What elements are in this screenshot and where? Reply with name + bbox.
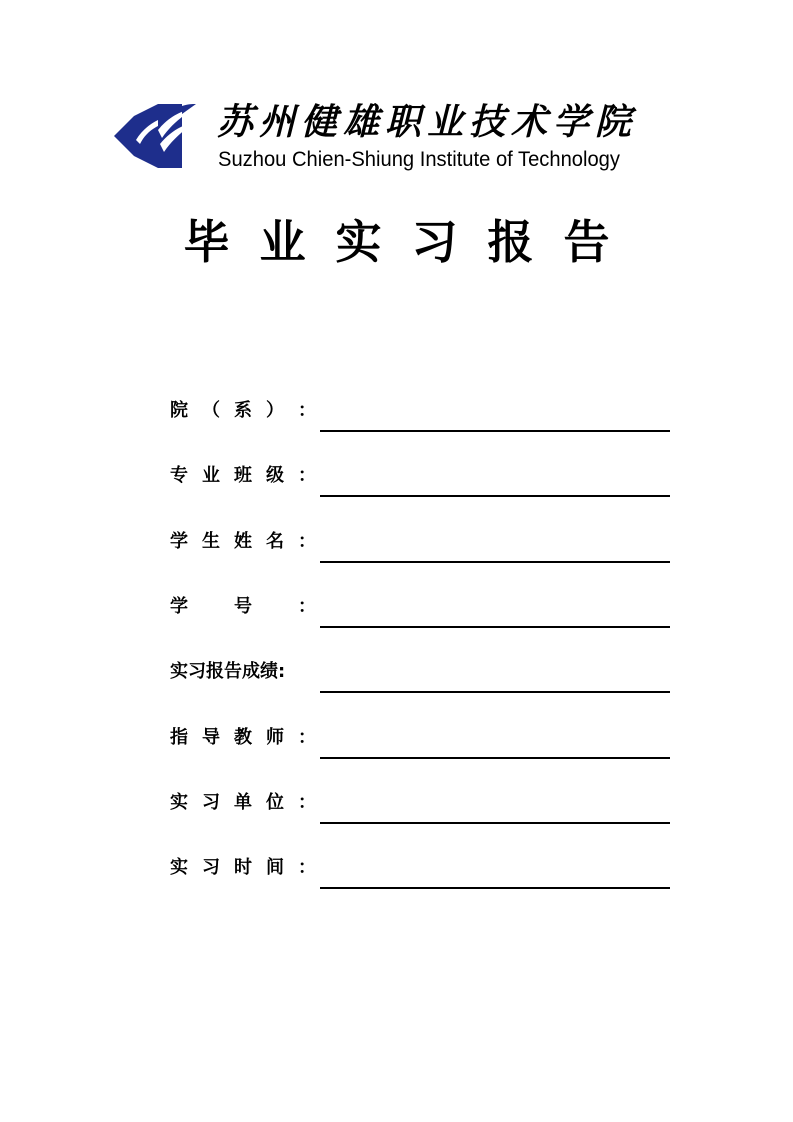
form-label-text: ） <box>266 400 284 421</box>
form-label-text: ： <box>298 857 316 878</box>
form-label-text: 院 <box>170 400 188 421</box>
form-label-text: ： <box>298 596 316 617</box>
form-row-student-name <box>170 523 670 563</box>
form-row-advisor <box>170 719 670 759</box>
school-header <box>112 96 672 176</box>
form-label-text: 学 <box>170 596 188 617</box>
fill-in-line[interactable] <box>320 757 670 759</box>
form-label-text: 实 <box>170 792 188 813</box>
form-label-text: ： <box>298 400 316 421</box>
form-label-text: 业 <box>202 465 220 486</box>
form-row-student-id <box>170 588 670 628</box>
form-label-text: ： <box>298 727 316 748</box>
form-row-report-grade <box>170 653 670 693</box>
fill-in-line[interactable] <box>320 691 670 693</box>
form-label <box>170 465 316 487</box>
form-label-text: 时 <box>234 857 252 878</box>
form-label-text: ： <box>298 531 316 552</box>
fill-in-line[interactable] <box>320 887 670 889</box>
form-row-major-class <box>170 457 670 497</box>
form-label-text: 生 <box>202 531 220 552</box>
fill-in-line[interactable] <box>320 561 670 563</box>
form-label-text: 名 <box>266 531 284 552</box>
form-label-text: ： <box>298 792 316 813</box>
fill-in-line[interactable] <box>320 626 670 628</box>
form-label-text: 习 <box>202 792 220 813</box>
form-label-text: 系 <box>234 400 252 421</box>
form-label-text: 级 <box>266 465 284 486</box>
form-label-text: 师 <box>266 727 284 748</box>
form-label-text: 单 <box>234 792 252 813</box>
school-name-cn: 苏州健雄职业技术学院 <box>217 101 638 143</box>
form-label <box>170 727 316 749</box>
form-label <box>170 596 316 618</box>
form-label-text: 班 <box>234 465 252 486</box>
form-label-text: 位 <box>266 792 284 813</box>
fill-in-line[interactable] <box>320 430 670 432</box>
form-label-text: （ <box>202 400 220 421</box>
form-label-text: 姓 <box>234 531 252 552</box>
form-label-text: 习 <box>202 857 220 878</box>
school-logo-icon <box>112 100 196 172</box>
fill-in-line[interactable] <box>320 822 670 824</box>
form-label-text: 号 <box>234 596 252 617</box>
form-label <box>170 400 316 422</box>
form-label-text: 学 <box>170 531 188 552</box>
form-label-text: ： <box>298 465 316 486</box>
form-row-internship-unit <box>170 784 670 824</box>
form-label-text: 教 <box>234 727 252 748</box>
school-name-en: Suzhou Chien-Shiung Institute of Technology <box>218 148 620 171</box>
form-label <box>170 792 316 814</box>
form-label-text: 指 <box>170 727 188 748</box>
form-label <box>170 857 316 879</box>
report-title: 毕业实习报告 <box>183 215 640 269</box>
form-row-department <box>170 392 670 432</box>
form-label <box>170 531 316 553</box>
form-label-text: 间 <box>266 857 284 878</box>
form-row-internship-time <box>170 849 670 889</box>
form-label-text: 实习报告成绩: <box>170 661 286 682</box>
form-label-text: 专 <box>170 465 188 486</box>
form-label-text: 导 <box>202 727 220 748</box>
form-label-text: 实 <box>170 857 188 878</box>
fill-in-line[interactable] <box>320 495 670 497</box>
form-label <box>170 661 316 683</box>
